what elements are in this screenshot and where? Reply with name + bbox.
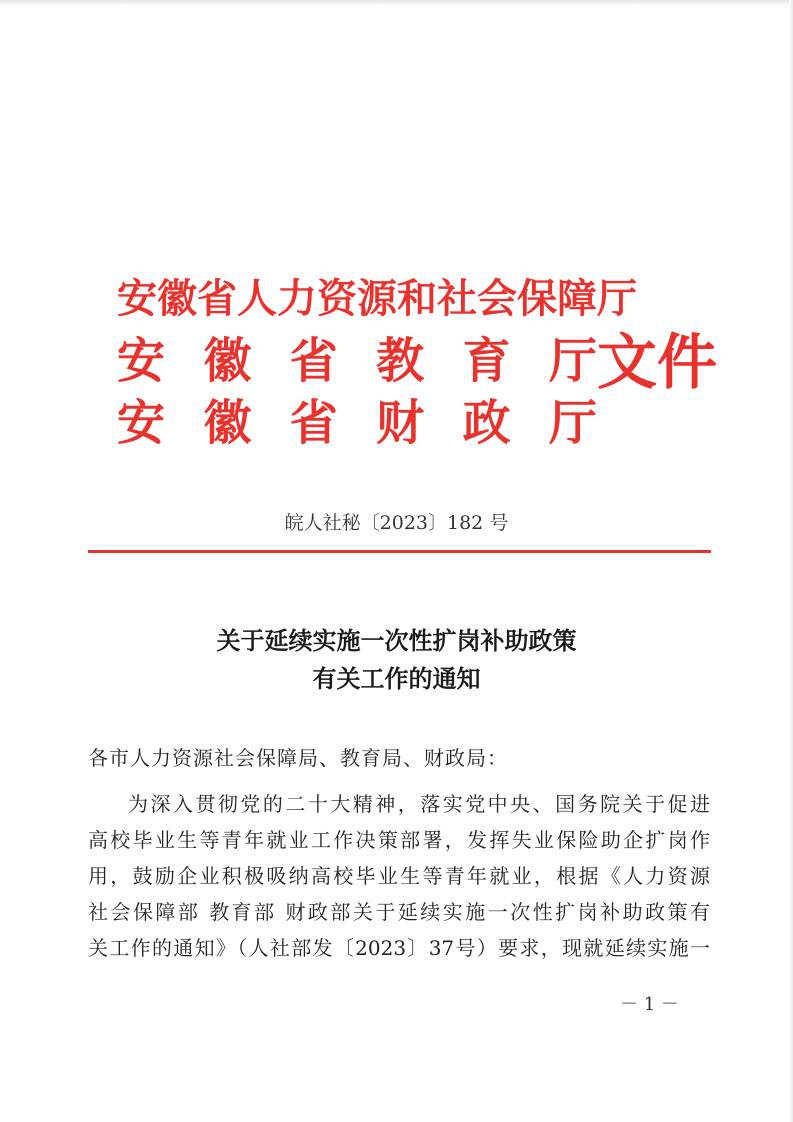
- issuer-char: 省: [289, 333, 338, 389]
- issuer-char: 财: [376, 395, 425, 451]
- scan-right-edge: [789, 0, 793, 1122]
- issuer-education: [117, 330, 597, 392]
- red-divider: [88, 550, 711, 553]
- document-suffix: 文件: [597, 328, 717, 398]
- issuer-char: 育: [462, 333, 511, 389]
- body-line: 关工作的通知》（人社部发〔2023〕37号）要求，现就延续实施一: [88, 936, 710, 960]
- document-title: [0, 622, 793, 698]
- issuer-char: 厅: [548, 333, 597, 389]
- issuer-finance: [117, 392, 597, 454]
- body-text: [88, 786, 710, 966]
- issuer-char: 政: [462, 395, 511, 451]
- issuer-char: 厅: [548, 395, 597, 451]
- page-number: － 1 －: [620, 994, 679, 1015]
- issuer-char: 教: [376, 333, 425, 389]
- issuer-hrss: [117, 268, 637, 330]
- issuer-char: 省: [289, 395, 338, 451]
- issuer-char: 徽: [203, 333, 252, 389]
- issuer-hrss-text: 安徽省人力资源和社会保障厅: [117, 275, 637, 322]
- issuer-char: 安: [117, 395, 166, 451]
- scan-top-edge: [0, 0, 793, 6]
- title-line-1: 关于延续实施一次性扩岗补助政策: [216, 626, 577, 655]
- body-line: 用，鼓励企业积极吸纳高校毕业生等青年就业，根据《人力资源: [88, 864, 710, 888]
- issuer-block: [117, 268, 637, 454]
- issuer-char: 徽: [203, 395, 252, 451]
- body-line: 社会保障部 教育部 财政部关于延续实施一次性扩岗补助政策有: [88, 900, 710, 924]
- addressee: 各市人力资源社会保障局、教育局、财政局：: [88, 746, 508, 770]
- issuer-char: 安: [117, 333, 166, 389]
- document-number: 皖人社秘〔2023〕182 号: [284, 512, 509, 534]
- body-line: 为深入贯彻党的二十大精神，落实党中央、国务院关于促进: [128, 792, 710, 816]
- title-line-2: 有关工作的通知: [312, 664, 481, 693]
- body-line: 高校毕业生等青年就业工作决策部署，发挥失业保险助企扩岗作: [88, 828, 710, 852]
